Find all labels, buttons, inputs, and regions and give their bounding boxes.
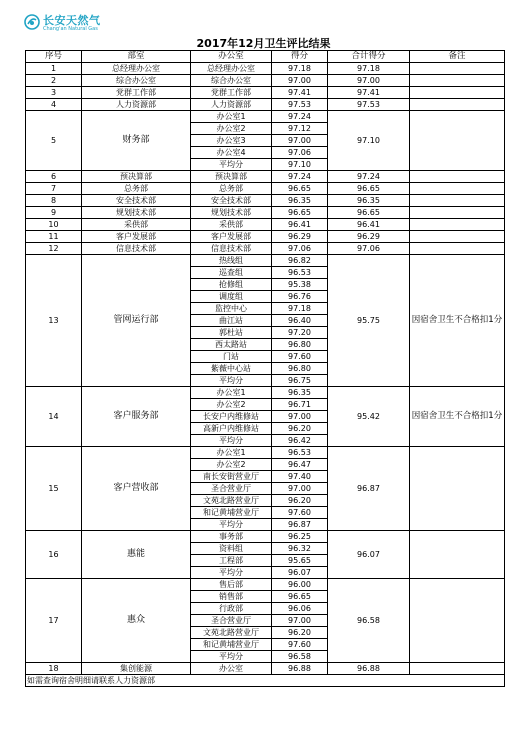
page-title: 2017年12月卫生评比结果 — [196, 37, 331, 50]
office-name: 办公室4 — [191, 147, 272, 159]
office-score: 96.87 — [272, 519, 328, 531]
office-score: 96.06 — [272, 603, 328, 615]
office-name: 文苑北路营业厅 — [191, 627, 272, 639]
header-dept: 部室 — [82, 51, 191, 63]
total-score: 97.06 — [328, 243, 410, 255]
office-score: 97.60 — [272, 639, 328, 651]
office-score: 96.29 — [272, 231, 328, 243]
remark — [410, 579, 505, 663]
row-number: 2 — [26, 75, 82, 87]
table-row — [26, 207, 505, 219]
office-score: 97.24 — [272, 111, 328, 123]
footer-note: 如需查询宿舍明细请联系人力资源部 — [26, 675, 505, 687]
department-name: 预决算部 — [82, 171, 191, 183]
header-no: 序号 — [26, 51, 82, 63]
remark — [410, 219, 505, 231]
office-score: 97.60 — [272, 507, 328, 519]
office-score: 96.71 — [272, 399, 328, 411]
office-name: 售后部 — [191, 579, 272, 591]
office-score: 95.65 — [272, 555, 328, 567]
office-score: 96.53 — [272, 267, 328, 279]
office-score: 97.00 — [272, 135, 328, 147]
office-score: 97.20 — [272, 327, 328, 339]
remark — [410, 195, 505, 207]
office-name: 南长安街营业厅 — [191, 471, 272, 483]
office-name: 热线组 — [191, 255, 272, 267]
office-name: 办公室2 — [191, 123, 272, 135]
office-score: 96.65 — [272, 183, 328, 195]
office-name: 紫薇中心站 — [191, 363, 272, 375]
table-row — [26, 531, 505, 543]
office-name: 门站 — [191, 351, 272, 363]
office-name: 人力资源部 — [191, 99, 272, 111]
office-score: 95.38 — [272, 279, 328, 291]
table-row — [26, 579, 505, 591]
remark — [410, 63, 505, 75]
department-name: 总经理办公室 — [82, 63, 191, 75]
department-name: 总务部 — [82, 183, 191, 195]
header-score: 得分 — [272, 51, 328, 63]
total-score: 96.29 — [328, 231, 410, 243]
office-name: 办公室1 — [191, 387, 272, 399]
office-score: 97.00 — [272, 615, 328, 627]
logo-name: 长安天然气 — [43, 14, 101, 27]
row-number: 1 — [26, 63, 82, 75]
office-name: 平均分 — [191, 435, 272, 447]
office-score: 96.20 — [272, 423, 328, 435]
office-score: 96.35 — [272, 387, 328, 399]
table-row — [26, 219, 505, 231]
office-score: 96.07 — [272, 567, 328, 579]
department-name: 集创能源 — [82, 663, 191, 675]
department-name: 客户服务部 — [82, 387, 191, 447]
total-score: 96.58 — [328, 579, 410, 663]
company-logo-icon — [24, 14, 40, 30]
department-name: 财务部 — [82, 111, 191, 171]
office-score: 96.47 — [272, 459, 328, 471]
office-name: 办公室 — [191, 663, 272, 675]
table-row — [26, 243, 505, 255]
office-score: 97.41 — [272, 87, 328, 99]
office-name: 办公室2 — [191, 459, 272, 471]
department-name: 信息技术部 — [82, 243, 191, 255]
office-score: 97.18 — [272, 303, 328, 315]
row-number: 18 — [26, 663, 82, 675]
office-name: 总务部 — [191, 183, 272, 195]
department-name: 规划技术部 — [82, 207, 191, 219]
office-score: 97.40 — [272, 471, 328, 483]
remark — [410, 207, 505, 219]
header-office: 办公室 — [191, 51, 272, 63]
remark — [410, 183, 505, 195]
office-score: 96.76 — [272, 291, 328, 303]
office-name: 长安户内维修站 — [191, 411, 272, 423]
row-number: 17 — [26, 579, 82, 663]
office-name: 平均分 — [191, 567, 272, 579]
total-score: 97.18 — [328, 63, 410, 75]
office-score: 96.42 — [272, 435, 328, 447]
total-score: 96.07 — [328, 531, 410, 579]
remark — [410, 87, 505, 99]
office-score: 97.12 — [272, 123, 328, 135]
row-number: 3 — [26, 87, 82, 99]
table-row — [26, 171, 505, 183]
logo-subtitle: Chang'an Natural Gas — [43, 26, 98, 32]
row-number: 12 — [26, 243, 82, 255]
office-name: 平均分 — [191, 519, 272, 531]
row-number: 10 — [26, 219, 82, 231]
office-score: 96.20 — [272, 627, 328, 639]
table-row — [26, 663, 505, 675]
office-name: 党群工作部 — [191, 87, 272, 99]
table-row — [26, 111, 505, 123]
office-score: 96.20 — [272, 495, 328, 507]
footer-row — [26, 675, 505, 687]
table-body — [26, 63, 505, 675]
table-row — [26, 75, 505, 87]
header-row — [26, 51, 505, 63]
office-score: 97.60 — [272, 351, 328, 363]
total-score: 96.87 — [328, 447, 410, 531]
row-number: 4 — [26, 99, 82, 111]
department-name: 综合办公室 — [82, 75, 191, 87]
office-name: 平均分 — [191, 651, 272, 663]
total-score: 97.53 — [328, 99, 410, 111]
office-score: 96.32 — [272, 543, 328, 555]
total-score: 96.41 — [328, 219, 410, 231]
office-name: 办公室1 — [191, 111, 272, 123]
office-score: 96.88 — [272, 663, 328, 675]
row-number: 7 — [26, 183, 82, 195]
row-number: 14 — [26, 387, 82, 447]
total-score: 97.00 — [328, 75, 410, 87]
office-name: 高新户内维修站 — [191, 423, 272, 435]
office-name: 调度组 — [191, 291, 272, 303]
table-row — [26, 63, 505, 75]
total-score: 95.75 — [328, 255, 410, 387]
office-score: 97.06 — [272, 147, 328, 159]
office-score: 97.06 — [272, 243, 328, 255]
office-score: 97.00 — [272, 411, 328, 423]
office-name: 工程部 — [191, 555, 272, 567]
table-row — [26, 447, 505, 459]
office-name: 和记黄埔营业厅 — [191, 639, 272, 651]
office-score: 96.75 — [272, 375, 328, 387]
office-name: 总经理办公室 — [191, 63, 272, 75]
header-remark: 备注 — [410, 51, 505, 63]
department-name: 安全技术部 — [82, 195, 191, 207]
office-name: 事务部 — [191, 531, 272, 543]
office-score: 96.00 — [272, 579, 328, 591]
office-score: 96.80 — [272, 339, 328, 351]
row-number: 11 — [26, 231, 82, 243]
office-name: 办公室3 — [191, 135, 272, 147]
office-name: 西太路站 — [191, 339, 272, 351]
office-name: 巡查组 — [191, 267, 272, 279]
row-number: 6 — [26, 171, 82, 183]
remark — [410, 231, 505, 243]
remark — [410, 447, 505, 531]
remark — [410, 663, 505, 675]
office-name: 销售部 — [191, 591, 272, 603]
total-score: 96.65 — [328, 183, 410, 195]
remark — [410, 171, 505, 183]
total-score: 95.42 — [328, 387, 410, 447]
total-score: 97.10 — [328, 111, 410, 171]
office-name: 办公室1 — [191, 447, 272, 459]
header-total: 合计得分 — [328, 51, 410, 63]
office-score: 96.40 — [272, 315, 328, 327]
remark — [410, 531, 505, 579]
table-row — [26, 87, 505, 99]
table-row — [26, 255, 505, 267]
total-score: 97.24 — [328, 171, 410, 183]
total-score: 97.41 — [328, 87, 410, 99]
office-score: 96.53 — [272, 447, 328, 459]
remark — [410, 243, 505, 255]
office-score: 96.65 — [272, 207, 328, 219]
office-score: 97.53 — [272, 99, 328, 111]
office-name: 安全技术部 — [191, 195, 272, 207]
office-name: 抢修组 — [191, 279, 272, 291]
remark — [410, 99, 505, 111]
office-score: 96.35 — [272, 195, 328, 207]
office-name: 行政部 — [191, 603, 272, 615]
total-score: 96.35 — [328, 195, 410, 207]
department-name: 党群工作部 — [82, 87, 191, 99]
row-number: 5 — [26, 111, 82, 171]
department-name: 惠能 — [82, 531, 191, 579]
office-name: 规划技术部 — [191, 207, 272, 219]
office-score: 97.00 — [272, 483, 328, 495]
office-name: 资料组 — [191, 543, 272, 555]
office-score: 96.65 — [272, 591, 328, 603]
total-score: 96.65 — [328, 207, 410, 219]
remark: 因宿舍卫生不合格扣1分 — [410, 387, 505, 447]
office-name: 郭杜站 — [191, 327, 272, 339]
row-number: 9 — [26, 207, 82, 219]
office-name: 圣合营业厅 — [191, 615, 272, 627]
table-row — [26, 387, 505, 399]
table-row — [26, 195, 505, 207]
office-name: 信息技术部 — [191, 243, 272, 255]
office-name: 监控中心 — [191, 303, 272, 315]
row-number: 16 — [26, 531, 82, 579]
office-score: 97.10 — [272, 159, 328, 171]
office-score: 96.25 — [272, 531, 328, 543]
department-name: 管网运行部 — [82, 255, 191, 387]
office-name: 综合办公室 — [191, 75, 272, 87]
score-table — [25, 50, 505, 687]
table-row — [26, 99, 505, 111]
office-name: 客户发展部 — [191, 231, 272, 243]
department-name: 客户发展部 — [82, 231, 191, 243]
office-score: 97.18 — [272, 63, 328, 75]
office-score: 96.58 — [272, 651, 328, 663]
office-name: 办公室2 — [191, 399, 272, 411]
row-number: 8 — [26, 195, 82, 207]
office-name: 文苑北路营业厅 — [191, 495, 272, 507]
department-name: 惠众 — [82, 579, 191, 663]
office-name: 采供部 — [191, 219, 272, 231]
department-name: 人力资源部 — [82, 99, 191, 111]
office-name: 平均分 — [191, 375, 272, 387]
office-score: 96.82 — [272, 255, 328, 267]
remark: 因宿舍卫生不合格扣1分 — [410, 255, 505, 387]
department-name: 客户营收部 — [82, 447, 191, 531]
office-score: 97.00 — [272, 75, 328, 87]
office-name: 和记黄埔营业厅 — [191, 507, 272, 519]
table-row — [26, 231, 505, 243]
row-number: 15 — [26, 447, 82, 531]
table-row — [26, 183, 505, 195]
office-score: 97.24 — [272, 171, 328, 183]
remark — [410, 75, 505, 87]
office-name: 预决算部 — [191, 171, 272, 183]
office-name: 平均分 — [191, 159, 272, 171]
office-name: 圣合营业厅 — [191, 483, 272, 495]
remark — [410, 111, 505, 171]
office-name: 曲江站 — [191, 315, 272, 327]
total-score: 96.88 — [328, 663, 410, 675]
department-name: 采供部 — [82, 219, 191, 231]
office-score: 96.80 — [272, 363, 328, 375]
row-number: 13 — [26, 255, 82, 387]
office-score: 96.41 — [272, 219, 328, 231]
